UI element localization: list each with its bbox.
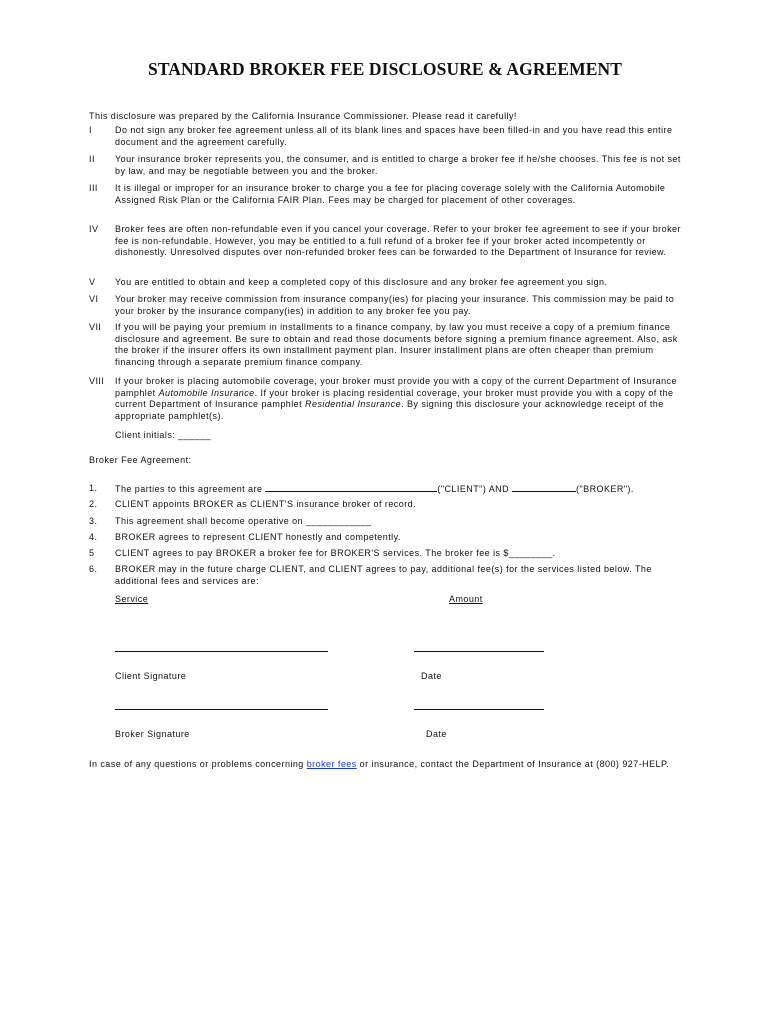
client-initials[interactable]: Client initials: ______ — [115, 430, 211, 440]
item-number: VIII — [89, 376, 105, 386]
broker-fee-field[interactable]: CLIENT agrees to pay BROKER a broker fee for BROKER'S services. The broker fee is $________. — [115, 548, 556, 558]
broker-signature-line[interactable] — [115, 709, 328, 710]
item-number: 5 — [89, 548, 95, 558]
item-number: 6. — [89, 564, 98, 574]
item-text: If your broker is placing automobile coverage, your broker must provide you with a copy of the current Department of Insurance pamphlet Automobile Insurance. If your broker is placing residential coverage, your broker must provide you with a copy of the current Department of Insurance pamphlet Residential Insurance. By signing this disclosure your acknowledge receipt of the appropriate pamphlet(s). — [115, 376, 677, 421]
client-signature-line[interactable] — [115, 651, 328, 652]
pamphlet-title: Automobile Insurance — [158, 387, 255, 398]
pamphlet-title: Residential Insurance — [305, 399, 402, 409]
broker-name-field[interactable] — [512, 483, 576, 492]
item-number: II — [89, 154, 95, 164]
item-number: 3. — [89, 516, 98, 526]
item-text: Do not sign any broker fee agreement unless all of its blank lines and spaces have been filled-in and you have read this entire document and the agreement carefully. — [115, 125, 673, 147]
document-title: STANDARD BROKER FEE DISCLOSURE & AGREEMENT — [147, 59, 623, 79]
footer-contact: In case of any questions or problems concerning broker fees or insurance, contact the Department of Insurance at (800) 927-HELP. — [89, 759, 670, 769]
item-text: The parties to this agreement are ("CLIENT") AND ("BROKER"). — [115, 484, 634, 494]
client-name-field[interactable] — [265, 483, 437, 492]
client-signature-label: Client Signature — [115, 671, 187, 681]
client-date-line[interactable] — [414, 651, 544, 652]
intro-text: This disclosure was prepared by the California Insurance Commissioner. Please read it carefully! — [89, 111, 517, 121]
item-text: Broker fees are often non-refundable even if you cancel your coverage. Refer to your broker fee agreement to see if your broker fee is non-refundable. However, you may be entitled to a full refund of a broker fee if your broker acted incompetently or dishonestly. Unresolved disputes over non-refunded broker fees can be forwarded to the Department of Insurance for review. — [115, 224, 681, 257]
item-text: Your insurance broker represents you, the consumer, and is entitled to charge a broker fee if he/she chooses. This fee is not set by law, and may be negotiable between you and the broker. — [115, 154, 681, 176]
item-number: 4. — [89, 532, 98, 542]
item-number: III — [89, 183, 98, 193]
item-number: V — [89, 277, 96, 287]
client-date-label: Date — [421, 671, 442, 681]
item-text: CLIENT appoints BROKER as CLIENT'S insurance broker of record. — [115, 499, 417, 509]
item-number: IV — [89, 224, 99, 234]
broker-date-line[interactable] — [414, 709, 544, 710]
broker-fees-link[interactable]: broker fees — [306, 759, 357, 769]
item-text: It is illegal or improper for an insurance broker to charge you a fee for placing coverage solely with the California Automobile Assigned Risk Plan or the California FAIR Plan. Fees may be charged for placement of other coverages. — [115, 183, 666, 205]
item-text: BROKER agrees to represent CLIENT honestly and competently. — [115, 532, 401, 542]
item-text: You are entitled to obtain and keep a completed copy of this disclosure and any broker fee agreement you sign. — [115, 277, 608, 287]
item-number: VI — [89, 294, 99, 304]
service-column-header: Service — [115, 594, 149, 604]
broker-signature-label: Broker Signature — [115, 729, 190, 739]
item-text: BROKER may in the future charge CLIENT, and CLIENT agrees to pay, additional fee(s) for the services listed below. The additional fees and services are: — [115, 564, 652, 586]
operative-date-field[interactable]: This agreement shall become operative on ____________ — [115, 516, 372, 526]
item-number: 1. — [89, 483, 98, 493]
item-number: 2. — [89, 499, 98, 509]
item-number: I — [89, 125, 92, 135]
agreement-heading: Broker Fee Agreement: — [89, 455, 192, 465]
item-text: If you will be paying your premium in installments to a finance company, by law you must receive a copy of a premium finance disclosure and agreement. Be sure to obtain and read those documents before signing a premium finance agreement. Also, ask the broker if the insurer offers its own installment payment plan. Insurer installment plans are often cheaper than premium financing through a separate premium finance company. — [115, 322, 678, 367]
item-text: Your broker may receive commission from insurance company(ies) for placing your insurance. This commission may be paid to your broker by the insurance company(ies) in addition to any broker fee you pay. — [115, 294, 675, 316]
item-number: VII — [89, 322, 102, 332]
amount-column-header: Amount — [449, 594, 483, 604]
broker-date-label: Date — [426, 729, 447, 739]
